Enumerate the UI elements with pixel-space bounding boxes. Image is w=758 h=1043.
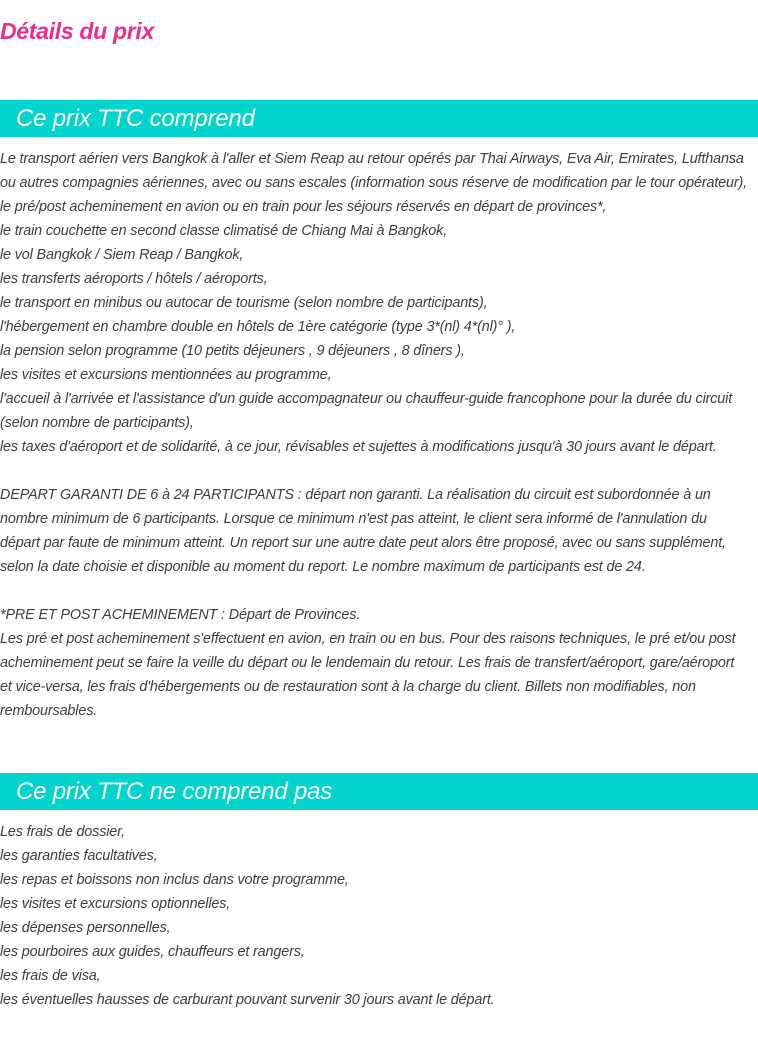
includes-item: la pension selon programme (10 petits déjeuners , 9 déjeuners , 8 dîners ),	[0, 343, 465, 359]
includes-item: l'accueil à l'arrivée et l'assistance d'un guide accompagnateur ou chauffeur-guide francophone pour la durée du circuit	[0, 391, 733, 407]
includes-item: le pré/post acheminement en avion ou en train pour les séjours réservés en départ de provinces*,	[0, 199, 607, 215]
includes-item: l'hébergement en chambre double en hôtels de 1ère catégorie (type 3*(nl) 4*(nl)° ),	[0, 319, 516, 335]
paragraph-gap	[0, 579, 758, 603]
includes-heading-band	[0, 100, 758, 137]
excludes-item: les garanties facultatives,	[0, 848, 158, 864]
acheminement-note-line: *PRE ET POST ACHEMINEMENT : Départ de Provinces.	[0, 607, 361, 623]
depart-note-line: nombre minimum de 6 participants. Lorsque ce minimum n'est pas atteint, le client sera informé de l'annulation du	[0, 511, 707, 527]
depart-note-line: départ par faute de minimum atteint. Un report sur une autre date peut alors être proposé, avec ou sans supplément,	[0, 535, 726, 551]
excludes-item: les visites et excursions optionnelles,	[0, 896, 231, 912]
acheminement-note-line: Les pré et post acheminement s'effectuent en avion, en train ou en bus. Pour des raisons techniques, le pré et/ou post	[0, 631, 736, 647]
includes-item: le vol Bangkok / Siem Reap / Bangkok,	[0, 247, 244, 263]
page-title: Détails du prix	[0, 18, 154, 44]
excludes-heading: Ce prix TTC ne comprend pas	[16, 778, 333, 805]
acheminement-note-line: remboursables.	[0, 703, 98, 719]
includes-item: les transferts aéroports / hôtels / aéroports,	[0, 271, 268, 287]
acheminement-note-line: acheminement peut se faire la veille du départ ou le lendemain du retour. Les frais de transfert/aéroport, gare/aéroport	[0, 655, 735, 671]
excludes-item: les repas et boissons non inclus dans votre programme,	[0, 872, 349, 888]
includes-item: le transport en minibus ou autocar de tourisme (selon nombre de participants),	[0, 295, 488, 311]
includes-heading: Ce prix TTC comprend	[16, 105, 255, 132]
excludes-item: les frais de visa,	[0, 968, 101, 984]
includes-item: (selon nombre de participants),	[0, 415, 194, 431]
acheminement-note-line: et vice-versa, les frais d'hébergements ou de restauration sont à la charge du client. Billets non modifiables, non	[0, 679, 696, 695]
excludes-item: les dépenses personnelles,	[0, 920, 171, 936]
includes-section	[0, 147, 758, 723]
includes-item: Le transport aérien vers Bangkok à l'aller et Siem Reap au retour opérés par Thai Airways, Eva Air, Emirates, Lufthansa	[0, 151, 744, 167]
depart-note-line: DEPART GARANTI DE 6 à 24 PARTICIPANTS : départ non garanti. La réalisation du circuit est subordonnée à un	[0, 487, 711, 503]
includes-item: les visites et excursions mentionnées au programme,	[0, 367, 332, 383]
excludes-section	[0, 820, 758, 1012]
excludes-item: les pourboires aux guides, chauffeurs et rangers,	[0, 944, 305, 960]
includes-item: les taxes d'aéroport et de solidarité, à ce jour, révisables et sujettes à modifications jusqu'à 30 jours avant le départ.	[0, 439, 717, 455]
excludes-item: les éventuelles hausses de carburant pouvant survenir 30 jours avant le départ.	[0, 992, 495, 1008]
includes-item: le train couchette en second classe climatisé de Chiang Mai à Bangkok,	[0, 223, 448, 239]
excludes-item: Les frais de dossier,	[0, 824, 125, 840]
depart-note-line: selon la date choisie et disponible au moment du report. Le nombre maximum de participants est de 24.	[0, 559, 646, 575]
excludes-heading-band	[0, 773, 758, 810]
includes-item: ou autres compagnies aériennes, avec ou sans escales (information sous réserve de modification par le tour opérateur),	[0, 175, 748, 191]
paragraph-gap	[0, 459, 758, 483]
